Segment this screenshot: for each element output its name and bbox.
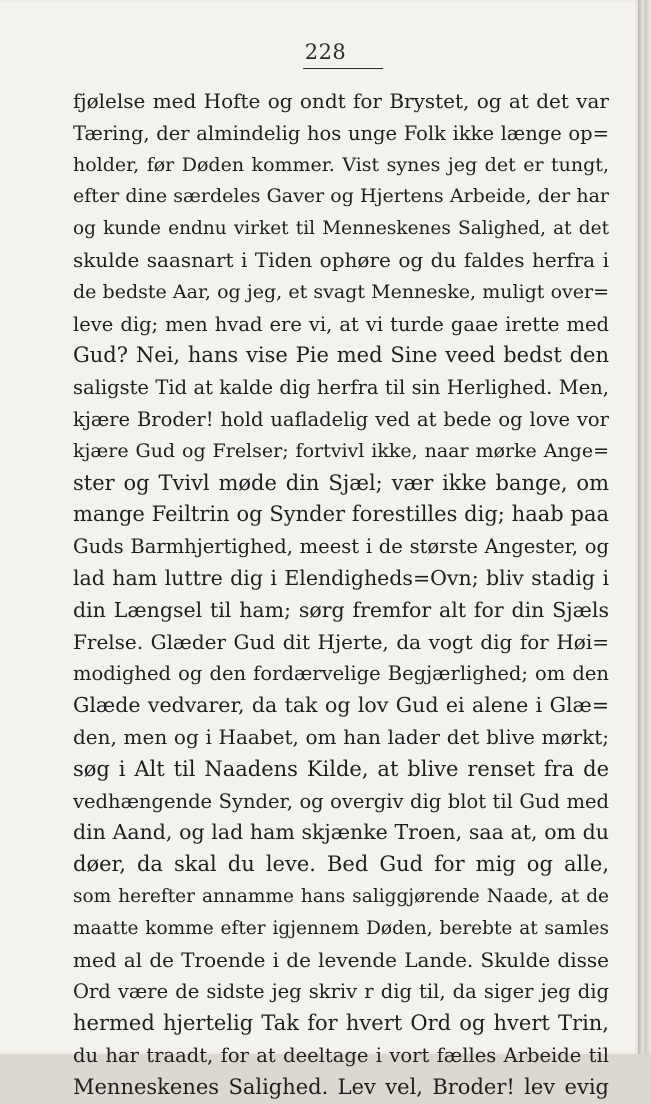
body-text (73, 86, 609, 1104)
text-line: kjære Gud og Frelser; fortvivl ikke, naar mørke Ange= (73, 439, 609, 462)
text-line: søg i Alt til Naadens Kilde, at blive renset fra de (73, 756, 609, 781)
text-line: med al de Troende i de levende Lande. Skulde disse (73, 947, 609, 972)
text-line: lad ham luttre dig i Elendigheds=Ovn; bliv stadig i (73, 565, 609, 590)
text-line: Glæde vedvarer, da tak og lov Gud ei alene i Glæ= (73, 693, 609, 718)
text-line: leve dig; men hvad ere vi, at vi turde gaae irette med (73, 312, 609, 336)
text-line: Tæring, der almindelig hos unge Folk ikke længe op= (73, 121, 609, 145)
text-line: den, men og i Haabet, om han lader det blive mørkt; (73, 724, 609, 749)
text-line: saligste Tid at kalde dig herfra til sin Herlighed. Men, (73, 376, 609, 400)
text-line: du har traadt, for at deeltage i vort fælles Arbeide til (73, 1043, 609, 1067)
text-line: kjære Broder! hold uafladelig ved at bede og love vor (73, 407, 609, 431)
text-line: ster og Tvivl møde din Sjæl; vær ikke bange, om (73, 470, 609, 495)
text-line: de bedste Aar, og jeg, et svagt Menneske, muligt over= (73, 280, 609, 303)
text-line: hermed hjertelig Tak for hvert Ord og hvert Trin, (73, 1011, 609, 1036)
header-rule (303, 68, 383, 69)
text-line: og kunde endnu virket til Menneskenes Salighed, at det (73, 218, 609, 240)
page-edge (638, 0, 651, 1054)
text-line: Guds Barmhjertighed, meest i de største Angester, og (73, 535, 609, 559)
text-line: din Aand, og lad ham skjænke Troen, saa at, om du (73, 820, 609, 845)
text-line: holder, før Døden kommer. Vist synes jeg det er tungt, (73, 153, 609, 176)
text-line: døer, da skal du leve. Bed Gud for mig og alle, (73, 852, 609, 877)
text-line: Ord være de sidste jeg skriv r dig til, da siger jeg dig (73, 980, 609, 1004)
text-line: vedhængende Synder, og overgiv dig blot til Gud med (73, 789, 609, 813)
text-line: maatte komme efter igjennem Døden, berebte at samles (73, 917, 609, 939)
text-line: fjølelse med Hofte og ondt for Brystet, og at det var (73, 89, 609, 113)
text-line: som herefter annamme hans saliggjørende Naade, at de (73, 885, 609, 907)
text-line: modighed og den fordærvelige Begjærlighed; om den (73, 662, 609, 686)
text-line: mange Feiltrin og Synder forestilles dig; haab paa (73, 502, 609, 527)
text-line: skulde saasnart i Tiden ophøre og du faldes herfra i (73, 247, 609, 272)
text-line: Gud? Nei, hans vise Pie med Sine veed bedst den (73, 343, 609, 368)
text-line: Menneskenes Salighed. Lev vel, Broder! lev evig (73, 1074, 609, 1099)
text-line: efter dine særdeles Gaver og Hjertens Arbeide, der har (73, 185, 609, 208)
text-line: din Længsel til ham; sørg fremfor alt for din Sjæls (73, 597, 609, 622)
text-line: Frelse. Glæder Gud dit Hjerte, da vogt dig for Høi= (73, 629, 609, 654)
page-number: 228 (304, 40, 347, 64)
